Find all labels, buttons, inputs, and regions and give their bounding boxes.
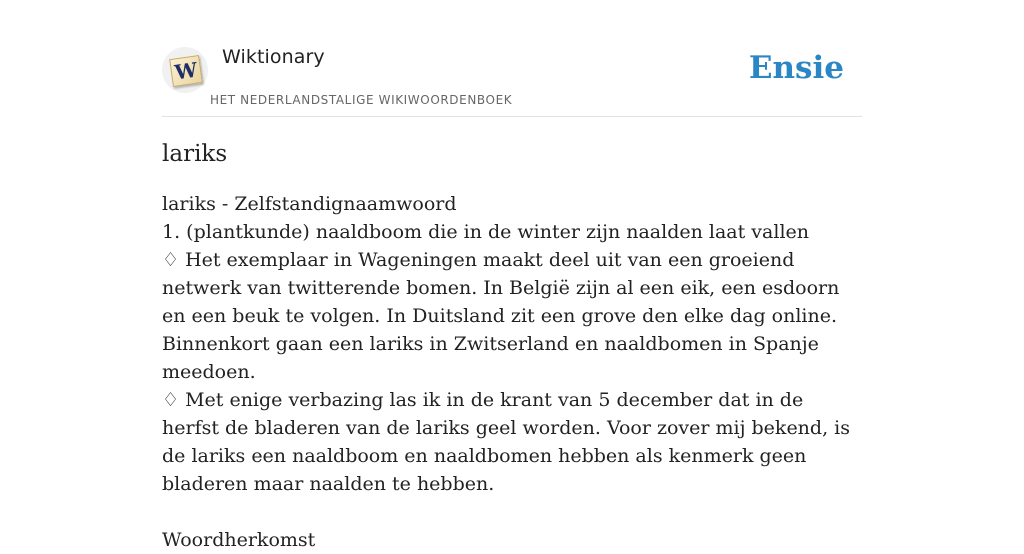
spacer [162, 498, 862, 526]
ensie-brand-link[interactable]: Ensie [748, 50, 844, 86]
entry-body [162, 190, 862, 554]
wiktionary-logo-icon[interactable] [162, 47, 208, 93]
entry-content [162, 138, 862, 554]
site-tagline: HET NEDERLANDSTALIGE WIKIWOORDENBOEK [210, 93, 513, 107]
logo-letter: W [169, 55, 203, 87]
example-sentence: ♢ Met enige verbazing las ik in de krant van 5 december dat in de herfst de bladeren van de lariks geel worden. Voor zover mij bekend, is de lariks een naaldboom en naaldbomen hebben als kenmerk geen bladeren maar naalden te hebben. [162, 389, 850, 495]
example-sentence: ♢ Het exemplaar in Wageningen maakt deel uit van een groeiend netwerk van twitterende bomen. In België zijn al een eik, een esdoorn en een beuk te volgen. In Duitsland zit een grove den elke dag online. Binnenkort gaan een lariks in Zwitserland en naaldbomen in Spanje meedoen. [162, 249, 840, 383]
part-of-speech-line: lariks - Zelfstandignaamwoord [162, 193, 457, 215]
section-heading-etymology: Woordherkomst [162, 529, 316, 551]
site-name[interactable]: Wiktionary [222, 46, 325, 68]
entry-term: lariks [162, 141, 228, 167]
site-header [162, 40, 862, 117]
definition-line: 1. (plantkunde) naaldboom die in de winter zijn naalden laat vallen [162, 221, 810, 243]
